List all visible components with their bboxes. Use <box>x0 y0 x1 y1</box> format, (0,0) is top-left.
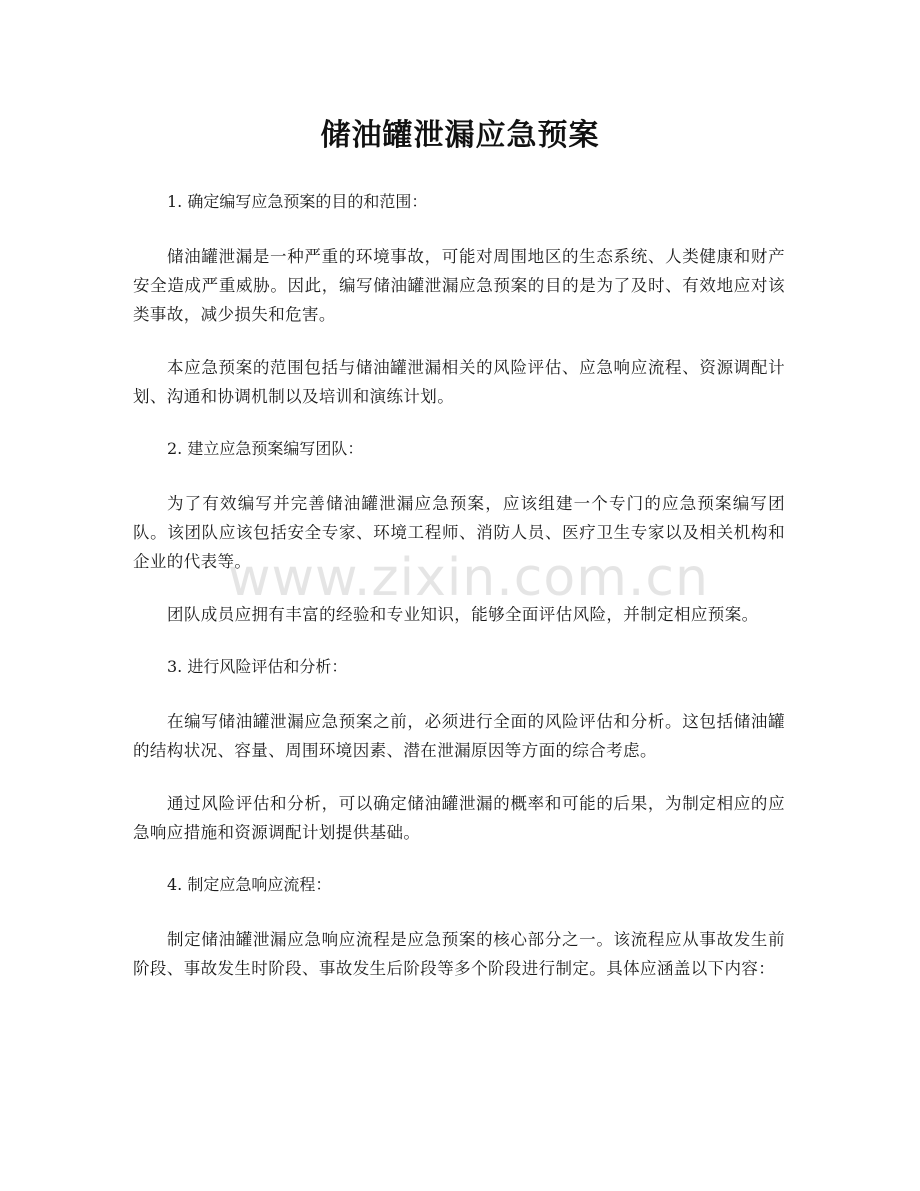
section-heading: 2. 建立应急预案编写团队： <box>167 439 364 458</box>
paragraph: 在编写储油罐泄漏应急预案之前，必须进行全面的风险评估和分析。这包括储油罐的结构状况、容量、周围环境因素、潜在泄漏原因等方面的综合考虑。 <box>133 712 785 760</box>
section-heading: 1. 确定编写应急预案的目的和范围： <box>167 192 428 211</box>
section-heading: 3. 进行风险评估和分析： <box>167 657 348 676</box>
section-heading: 4. 制定应急响应流程： <box>167 875 332 894</box>
paragraph: 为了有效编写并完善储油罐泄漏应急预案，应该组建一个专门的应急预案编写团队。该团队应该包括安全专家、环境工程师、消防人员、医疗卫生专家以及相关机构和企业的代表等。 <box>133 494 785 571</box>
paragraph: 制定储油罐泄漏应急响应流程是应急预案的核心部分之一。该流程应从事故发生前阶段、事故发生时阶段、事故发生后阶段等多个阶段进行制定。具体应涵盖以下内容： <box>133 930 785 978</box>
paragraph: 储油罐泄漏是一种严重的环境事故，可能对周围地区的生态系统、人类健康和财产安全造成严重威胁。因此，编写储油罐泄漏应急预案的目的是为了及时、有效地应对该类事故，减少损失和危害。 <box>133 247 785 324</box>
paragraph: 团队成员应拥有丰富的经验和专业知识，能够全面评估风险，并制定相应预案。 <box>167 605 759 624</box>
watermark: www.zixin.com.cn <box>228 548 709 608</box>
document-title: 储油罐泄漏应急预案 <box>320 118 600 153</box>
paragraph: 本应急预案的范围包括与储油罐泄漏相关的风险评估、应急响应流程、资源调配计划、沟通和协调机制以及培训和演练计划。 <box>133 358 785 406</box>
paragraph: 通过风险评估和分析，可以确定储油罐泄漏的概率和可能的后果，为制定相应的应急响应措施和资源调配计划提供基础。 <box>133 794 785 842</box>
document-body <box>133 188 785 1007</box>
